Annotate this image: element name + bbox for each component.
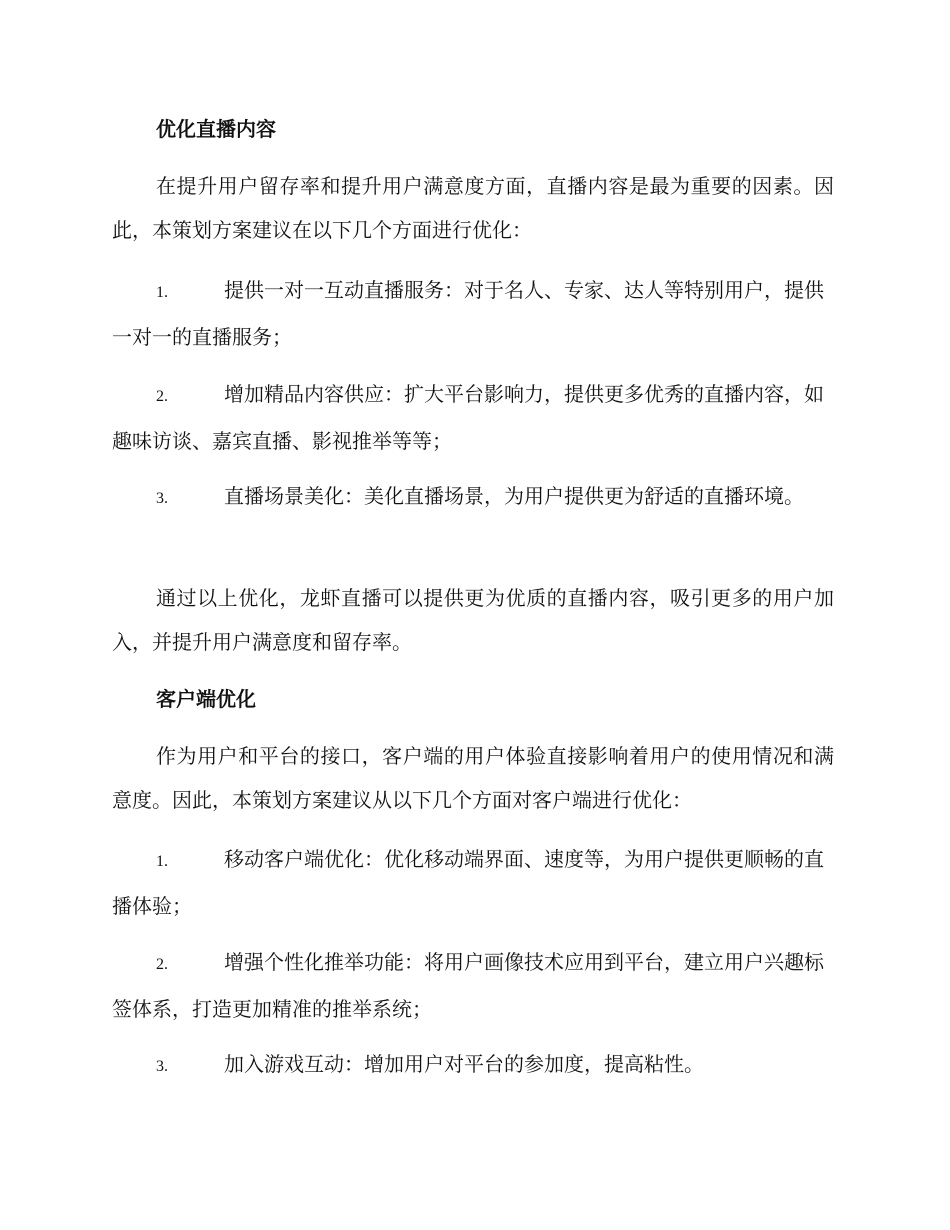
section-conclusion-live-content: 通过以上优化，龙虾直播可以提供更为优质的直播内容，吸引更多的用户加入，并提升用户满意度和留存率。 [112,586,834,654]
list-text: 加入游戏互动：增加用户对平台的参加度，提高粘性。 [224,1052,704,1076]
list-item [112,474,834,521]
list-number: 2. [156,956,168,973]
list-text: 增加精品内容供应：扩大平台影响力，提供更多优秀的直播内容，如趣味访谈、嘉宾直播、影视推举等等； [112,382,824,453]
list-item [112,1042,834,1089]
list-number: 1. [156,853,168,870]
list-text: 移动客户端优化：优化移动端界面、速度等，为用户提供更顺畅的直播体验； [112,847,824,918]
section-intro-live-content: 在提升用户留存率和提升用户满意度方面，直播内容是最为重要的因素。因此，本策划方案建议在以下几个方面进行优化： [112,174,834,242]
list-item [112,372,834,463]
list-item [112,268,834,359]
list-text: 直播场景美化：美化直播场景，为用户提供更为舒适的直播环境。 [224,484,804,508]
list-number: 3. [156,490,168,507]
section-title-live-content: 优化直播内容 [156,117,276,141]
list-item [112,837,834,928]
list-item [112,940,834,1031]
list-text: 增强个性化推举功能：将用户画像技术应用到平台，建立用户兴趣标签体系，打造更加精准的推举系统； [112,950,824,1021]
list-number: 3. [156,1058,168,1075]
list-text: 提供一对一互动直播服务：对于名人、专家、达人等特别用户，提供一对一的直播服务； [112,278,824,349]
section-title-client: 客户端优化 [156,687,256,711]
list-number: 1. [156,284,168,301]
section-intro-client: 作为用户和平台的接口，客户端的用户体验直接影响着用户的使用情况和满意度。因此，本策划方案建议从以下几个方面对客户端进行优化： [112,744,834,812]
list-number: 2. [156,388,168,405]
